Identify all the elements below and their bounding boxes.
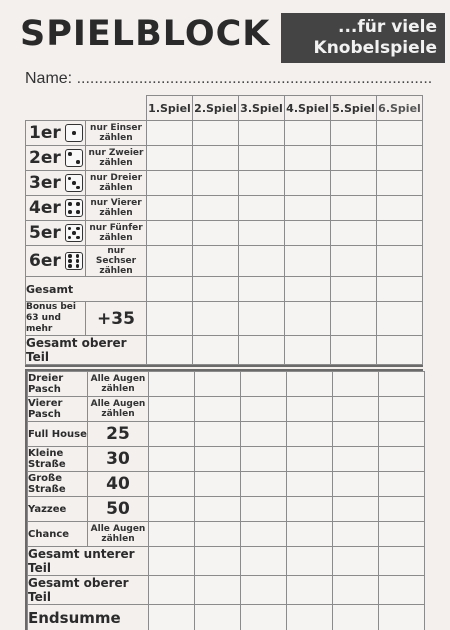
game-column-header: 5.Spiel — [331, 96, 377, 121]
row-5er-score-game-3[interactable] — [239, 221, 285, 246]
note-line-1: nur Zweier — [88, 148, 144, 158]
row-6er-score-game-4[interactable] — [285, 246, 331, 277]
pip — [68, 236, 72, 240]
row-label-1er — [26, 121, 86, 146]
row-gesamt-oberer-teil-score-game-4[interactable] — [285, 336, 331, 365]
pip — [76, 236, 80, 240]
row-gesamt-unterer-teil-score-game-2[interactable] — [195, 547, 241, 576]
row-lower-3-score-game-5[interactable] — [333, 447, 379, 472]
row-6er-score-game-2[interactable] — [193, 246, 239, 277]
name-label: Name: — [25, 70, 73, 87]
row-lower-4-score-game-3[interactable] — [241, 472, 287, 497]
row-gesamt-score-game-2[interactable] — [193, 277, 239, 302]
row-note — [86, 246, 147, 277]
row-label — [28, 472, 88, 497]
bonus-value: +35 — [86, 302, 147, 336]
row-lower-0-score-game-4[interactable] — [287, 372, 333, 397]
row-note — [86, 196, 147, 221]
row-1er-score-game-3[interactable] — [239, 121, 285, 146]
header-blank-cell — [26, 96, 147, 121]
row-points: 40 — [88, 472, 149, 497]
pip — [76, 202, 80, 206]
upper-score-table — [25, 95, 423, 367]
note-line-2: zählen — [99, 266, 133, 276]
row-endsumme-label: Endsumme — [28, 605, 149, 630]
row-gesamt-score-game-3[interactable] — [239, 277, 285, 302]
row-gesamt-oberer-teil-2-score-game-5[interactable] — [333, 576, 379, 605]
row-lower-4-score-game-5[interactable] — [333, 472, 379, 497]
row-5er-score-game-6[interactable] — [377, 221, 423, 246]
row-lower-6-score-game-2[interactable] — [195, 522, 241, 547]
game-column-header: 1.Spiel — [147, 96, 193, 121]
row-4er — [26, 196, 423, 221]
row-gesamt-oberer-teil-2-label: Gesamt oberer Teil — [28, 576, 149, 605]
row-lower-4-score-game-2[interactable] — [195, 472, 241, 497]
row-gesamt-unterer-teil-label: Gesamt unterer Teil — [28, 547, 149, 576]
row-points: 30 — [88, 447, 149, 472]
row-3er-score-game-1[interactable] — [147, 171, 193, 196]
row-lower-1-score-game-1[interactable] — [149, 397, 195, 422]
die-face-4-icon — [65, 199, 83, 217]
row-6er-score-game-6[interactable] — [377, 246, 423, 277]
row-endsumme-score-game-1[interactable] — [149, 605, 195, 630]
die-face-1-icon — [65, 124, 83, 142]
row-label-text: 4er — [29, 198, 61, 218]
row-lower-5-score-game-6[interactable] — [379, 497, 425, 522]
row-endsumme-score-game-6[interactable] — [379, 605, 425, 630]
row-label-text: 1er — [29, 123, 61, 143]
row-bonus — [26, 302, 423, 336]
row-label-text: 2er — [29, 148, 61, 168]
row-lower-0-score-game-1[interactable] — [149, 372, 195, 397]
note-line-1: nur Einser — [90, 123, 142, 133]
row-gesamt-unterer-teil-score-game-3[interactable] — [241, 547, 287, 576]
pip — [68, 264, 72, 268]
row-3er-score-game-5[interactable] — [331, 171, 377, 196]
row-lower-1-score-game-3[interactable] — [241, 397, 287, 422]
pip — [68, 254, 72, 258]
tagline-banner — [281, 13, 445, 63]
pip — [76, 160, 80, 164]
pip — [76, 254, 80, 258]
row-gesamt-score-game-6[interactable] — [377, 277, 423, 302]
note-line-1: nur Vierer — [90, 198, 142, 208]
row-5er-score-game-5[interactable] — [331, 221, 377, 246]
row-gesamt — [26, 277, 423, 302]
row-endsumme-score-game-2[interactable] — [195, 605, 241, 630]
row-lower-3-score-game-6[interactable] — [379, 447, 425, 472]
note-line-2: zählen — [99, 133, 133, 143]
pip — [76, 264, 80, 268]
row-lower-2-score-game-2[interactable] — [195, 422, 241, 447]
pip — [76, 259, 80, 263]
row-label — [28, 372, 88, 397]
row-lower-4 — [28, 472, 425, 497]
die-face-3-icon — [65, 174, 83, 192]
row-lower-1-score-game-6[interactable] — [379, 397, 425, 422]
row-lower-3-score-game-3[interactable] — [241, 447, 287, 472]
note-line-1: nur Dreier — [89, 173, 143, 183]
row-4er-score-game-4[interactable] — [285, 196, 331, 221]
row-bonus-score-game-6[interactable] — [377, 302, 423, 336]
die-face-5-icon — [65, 224, 83, 242]
row-1er-score-game-2[interactable] — [193, 121, 239, 146]
row-label-text: 5er — [29, 223, 61, 243]
row-gesamt-oberer-teil-2-score-game-2[interactable] — [195, 576, 241, 605]
tagline-line-1: ...für viele — [338, 17, 437, 37]
row-1er-score-game-5[interactable] — [331, 121, 377, 146]
note-line-1: nur Sechser — [95, 246, 137, 266]
row-3er-score-game-2[interactable] — [193, 171, 239, 196]
note-line-2: zählen — [99, 208, 133, 218]
note-line-2: zählen — [101, 409, 135, 419]
row-points: 50 — [88, 497, 149, 522]
row-5er-score-game-4[interactable] — [285, 221, 331, 246]
row-endsumme-score-game-3[interactable] — [241, 605, 287, 630]
row-5er-score-game-1[interactable] — [147, 221, 193, 246]
row-4er-score-game-6[interactable] — [377, 196, 423, 221]
note-line-2: zählen — [99, 183, 133, 193]
note-line-2: zählen — [99, 233, 133, 243]
row-lower-1-score-game-5[interactable] — [333, 397, 379, 422]
page-title: SPIELBLOCK — [20, 14, 271, 54]
row-points: 25 — [88, 422, 149, 447]
row-2er — [26, 146, 423, 171]
row-lower-6-score-game-3[interactable] — [241, 522, 287, 547]
row-lower-4-score-game-1[interactable] — [149, 472, 195, 497]
row-lower-0-score-game-6[interactable] — [379, 372, 425, 397]
note-line-2: zählen — [101, 534, 135, 544]
row-label-text: 6er — [29, 251, 61, 271]
label-line-1: Chance — [28, 528, 70, 540]
row-1er — [26, 121, 423, 146]
note-line-1: nur Fünfer — [89, 223, 143, 233]
row-gesamt-unterer-teil-score-game-1[interactable] — [149, 547, 195, 576]
row-lower-5-score-game-4[interactable] — [287, 497, 333, 522]
row-note — [86, 221, 147, 246]
row-4er-score-game-5[interactable] — [331, 196, 377, 221]
die-face-2-icon — [65, 149, 83, 167]
row-lower-5 — [28, 497, 425, 522]
row-lower-2-score-game-6[interactable] — [379, 422, 425, 447]
pip — [72, 231, 76, 235]
row-label — [28, 447, 88, 472]
row-note — [88, 522, 149, 547]
row-6er-score-game-3[interactable] — [239, 246, 285, 277]
row-endsumme — [28, 605, 425, 630]
row-2er-score-game-3[interactable] — [239, 146, 285, 171]
label-line-2: Straße — [28, 484, 66, 495]
row-lower-3-score-game-1[interactable] — [149, 447, 195, 472]
bonus-line-1: Bonus bei — [26, 302, 76, 312]
label-line-1: Vierer — [28, 398, 63, 409]
game-column-header: 3.Spiel — [239, 96, 285, 121]
row-gesamt-oberer-teil-score-game-2[interactable] — [193, 336, 239, 365]
game-column-header: 4.Spiel — [285, 96, 331, 121]
row-lower-0-score-game-5[interactable] — [333, 372, 379, 397]
row-lower-5-score-game-1[interactable] — [149, 497, 195, 522]
pip — [68, 259, 72, 263]
row-2er-score-game-4[interactable] — [285, 146, 331, 171]
row-lower-5-score-game-2[interactable] — [195, 497, 241, 522]
row-lower-6-score-game-5[interactable] — [333, 522, 379, 547]
row-5er-score-game-2[interactable] — [193, 221, 239, 246]
name-dotted-line: ................................................................................ — [76, 70, 433, 87]
row-gesamt-unterer-teil — [28, 547, 425, 576]
label-line-2: Straße — [28, 459, 66, 470]
row-lower-3 — [28, 447, 425, 472]
row-label-text: 3er — [29, 173, 61, 193]
game-header-row — [26, 96, 423, 121]
row-lower-2-score-game-4[interactable] — [287, 422, 333, 447]
tagline-line-2: Knobelspiele — [313, 38, 437, 58]
row-label-5er — [26, 221, 86, 246]
row-2er-score-game-2[interactable] — [193, 146, 239, 171]
row-note — [86, 146, 147, 171]
row-lower-6-score-game-1[interactable] — [149, 522, 195, 547]
row-lower-6 — [28, 522, 425, 547]
row-lower-5-score-game-3[interactable] — [241, 497, 287, 522]
row-lower-0-score-game-3[interactable] — [241, 372, 287, 397]
label-line-1: Große — [28, 473, 62, 484]
row-3er-score-game-6[interactable] — [377, 171, 423, 196]
row-gesamt-oberer-teil-score-game-6[interactable] — [377, 336, 423, 365]
row-lower-2-score-game-5[interactable] — [333, 422, 379, 447]
row-label-2er — [26, 146, 86, 171]
label-line-1: Yazzee — [28, 503, 67, 515]
note-line-1: Alle Augen — [90, 399, 146, 409]
row-lower-3-score-game-4[interactable] — [287, 447, 333, 472]
pip — [72, 131, 76, 135]
pip — [68, 202, 72, 206]
row-gesamt-score-game-1[interactable] — [147, 277, 193, 302]
row-gesamt-unterer-teil-score-game-4[interactable] — [287, 547, 333, 576]
bonus-line-2: 63 und mehr — [26, 313, 61, 334]
row-gesamt-oberer-teil-2-score-game-1[interactable] — [149, 576, 195, 605]
row-4er-score-game-2[interactable] — [193, 196, 239, 221]
row-1er-score-game-4[interactable] — [285, 121, 331, 146]
row-2er-score-game-1[interactable] — [147, 146, 193, 171]
row-1er-score-game-6[interactable] — [377, 121, 423, 146]
die-face-6-icon — [65, 252, 83, 270]
pip — [68, 210, 72, 214]
row-lower-5-score-game-5[interactable] — [333, 497, 379, 522]
row-6er — [26, 246, 423, 277]
name-field[interactable] — [25, 70, 432, 88]
row-gesamt-score-game-4[interactable] — [285, 277, 331, 302]
row-2er-score-game-6[interactable] — [377, 146, 423, 171]
row-6er-score-game-5[interactable] — [331, 246, 377, 277]
row-3er-score-game-4[interactable] — [285, 171, 331, 196]
pip — [68, 152, 72, 156]
row-gesamt-oberer-teil-2-score-game-3[interactable] — [241, 576, 287, 605]
row-gesamt-oberer-teil-score-game-3[interactable] — [239, 336, 285, 365]
row-gesamt-oberer-teil-2-score-game-6[interactable] — [379, 576, 425, 605]
row-lower-1-score-game-4[interactable] — [287, 397, 333, 422]
row-lower-1 — [28, 397, 425, 422]
row-3er-score-game-3[interactable] — [239, 171, 285, 196]
row-lower-3-score-game-2[interactable] — [195, 447, 241, 472]
row-4er-score-game-3[interactable] — [239, 196, 285, 221]
row-label — [28, 397, 88, 422]
row-bonus-score-game-1[interactable] — [147, 302, 193, 336]
row-note — [86, 121, 147, 146]
row-lower-6-score-game-4[interactable] — [287, 522, 333, 547]
row-label-6er — [26, 246, 86, 277]
row-label-4er — [26, 196, 86, 221]
row-gesamt-score-game-5[interactable] — [331, 277, 377, 302]
label-line-1: Kleine — [28, 448, 64, 459]
note-line-2: zählen — [101, 384, 135, 394]
row-lower-2 — [28, 422, 425, 447]
pip — [68, 227, 72, 231]
lower-score-table — [25, 369, 423, 630]
row-label — [28, 522, 88, 547]
row-6er-score-game-1[interactable] — [147, 246, 193, 277]
row-lower-4-score-game-4[interactable] — [287, 472, 333, 497]
row-lower-0-score-game-2[interactable] — [195, 372, 241, 397]
row-note — [88, 397, 149, 422]
row-bonus-score-game-5[interactable] — [331, 302, 377, 336]
row-2er-score-game-5[interactable] — [331, 146, 377, 171]
row-bonus-score-game-4[interactable] — [285, 302, 331, 336]
pip — [76, 186, 80, 190]
label-line-1: Dreier — [28, 373, 64, 384]
pip — [76, 227, 80, 231]
note-line-2: zählen — [99, 158, 133, 168]
row-3er — [26, 171, 423, 196]
note-line-1: Alle Augen — [90, 374, 146, 384]
row-lower-1-score-game-2[interactable] — [195, 397, 241, 422]
row-bonus-score-game-2[interactable] — [193, 302, 239, 336]
row-gesamt-oberer-teil-score-game-1[interactable] — [147, 336, 193, 365]
row-lower-2-score-game-3[interactable] — [241, 422, 287, 447]
row-lower-0 — [28, 372, 425, 397]
row-label — [28, 422, 88, 447]
row-gesamt-oberer-teil-2-score-game-4[interactable] — [287, 576, 333, 605]
row-gesamt-oberer-teil-score-game-5[interactable] — [331, 336, 377, 365]
label-line-2: Pasch — [28, 384, 61, 395]
row-gesamt-oberer-teil-2 — [28, 576, 425, 605]
row-1er-score-game-1[interactable] — [147, 121, 193, 146]
row-note — [88, 372, 149, 397]
row-endsumme-score-game-5[interactable] — [333, 605, 379, 630]
game-column-header: 6.Spiel — [377, 96, 423, 121]
pip — [68, 177, 72, 181]
row-bonus-score-game-3[interactable] — [239, 302, 285, 336]
label-line-1: Full House — [28, 428, 87, 440]
row-label-bonus — [26, 302, 86, 336]
pip — [76, 210, 80, 214]
row-5er — [26, 221, 423, 246]
row-4er-score-game-1[interactable] — [147, 196, 193, 221]
note-line-1: Alle Augen — [90, 524, 146, 534]
row-endsumme-score-game-4[interactable] — [287, 605, 333, 630]
row-gesamt-oberer-teil — [26, 336, 423, 365]
row-lower-2-score-game-1[interactable] — [149, 422, 195, 447]
row-label-gesamt: Gesamt — [26, 277, 147, 302]
row-label-3er — [26, 171, 86, 196]
row-lower-4-score-game-6[interactable] — [379, 472, 425, 497]
row-gesamt-unterer-teil-score-game-5[interactable] — [333, 547, 379, 576]
pip — [72, 181, 76, 185]
game-column-header: 2.Spiel — [193, 96, 239, 121]
label-line-2: Pasch — [28, 409, 61, 420]
row-label-gesamt-oberer-teil: Gesamt oberer Teil — [26, 336, 147, 365]
row-label — [28, 497, 88, 522]
row-lower-6-score-game-6[interactable] — [379, 522, 425, 547]
row-gesamt-unterer-teil-score-game-6[interactable] — [379, 547, 425, 576]
row-note — [86, 171, 147, 196]
